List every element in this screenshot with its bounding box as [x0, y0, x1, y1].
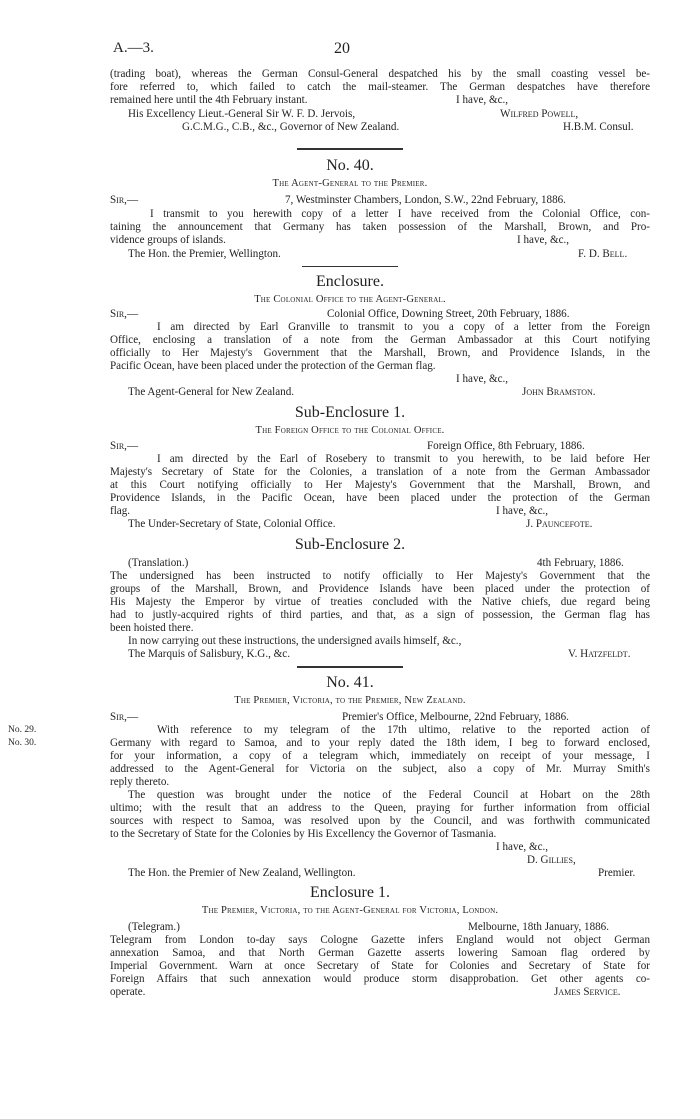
body-line: Providence Islands, in the Pacific Ocean, have been placed under the protection of the German: [110, 492, 650, 504]
body-line: I am directed by the Earl of Rosebery to transmit to you herewith, to be laid before Her: [157, 453, 650, 465]
body-line: operate.: [110, 986, 146, 998]
signature: D. Gillies,: [527, 854, 576, 866]
body-line: Telegram from London to-day says Cologne Gazette infers England would not object German: [110, 934, 650, 946]
body-line: at this Court notifying officially to Her Majesty's Government that the Marshall, Brown, and: [110, 479, 650, 491]
enclosure-title: Enclosure 1.: [310, 884, 390, 901]
date: Melbourne, 18th January, 1886.: [468, 921, 610, 933]
body-line: been hoisted there.: [110, 622, 194, 634]
section-rule: [297, 666, 403, 668]
enclosure-subtitle: The Colonial Office to the Agent-General.: [254, 294, 446, 305]
body-line: to the Secretary of State for the Colonies by His Excellency the Governor of Tasmania.: [110, 828, 497, 840]
body-line: Germany with regard to Samoa, and to your reply dated the 18th idem, I beg to forward enclosed,: [110, 737, 650, 749]
date: 4th February, 1886.: [537, 557, 624, 569]
body-line: Office, enclosing a translation of a note from the German Ambassador at this Court notifying: [110, 334, 650, 346]
body-line: Foreign Affairs that such annexation would produce storm disapprobation. Get other agents co-: [110, 973, 650, 985]
body-line: had to justly-acquired rights of third parties, and that, as a sign of possession, the German flag has: [110, 609, 650, 621]
signature: J. Pauncefote.: [526, 518, 593, 530]
addressee: His Excellency Lieut.-General Sir W. F. D. Jervois,: [128, 108, 356, 120]
address: Colonial Office, Downing Street, 20th February, 1886.: [327, 308, 570, 320]
closing: I have, &c.,: [517, 234, 570, 246]
body-line: addressed to the Agent-General for Victoria on the subject, also a copy of Mr. Murray Smith's: [110, 763, 650, 775]
document-title: No. 41.: [326, 674, 374, 691]
salutation: Sir,—: [110, 194, 139, 206]
body-line: fore referred to, which failed to catch the mail-steamer. The German despatches have therefore: [110, 81, 650, 93]
body-line: I transmit to you herewith copy of a letter I have received from the Colonial Office, con-: [150, 208, 650, 220]
signature: V. Hatzfeldt.: [568, 648, 631, 660]
address: Foreign Office, 8th February, 1886.: [427, 440, 585, 452]
sub-enclosure-title: Sub-Enclosure 2.: [294, 536, 406, 553]
salutation: Sir,—: [110, 308, 139, 320]
margin-reference: No. 29.: [8, 725, 37, 735]
sub-enclosure-title: Sub-Enclosure 1.: [294, 404, 406, 421]
body-line: The undersigned has been instructed to notify officially to Her Majesty's Government that the: [110, 570, 650, 582]
addressee: The Under-Secretary of State, Colonial Office.: [128, 518, 336, 530]
body-line: officially to Her Majesty's Government that the Marshall, Brown, and Providence Islands, in the: [110, 347, 650, 359]
salutation: Sir,—: [110, 440, 139, 452]
signature: Wilfred Powell,: [500, 108, 579, 120]
body-line: (trading boat), whereas the German Consul-General despatched his by the small coasting vessel be-: [110, 68, 650, 80]
body-line: Pacific Ocean, have been placed under the protection of the German flag.: [110, 360, 436, 372]
closing: I have, &c.,: [496, 841, 549, 853]
document-title: No. 40.: [326, 157, 374, 174]
body-line: With reference to my telegram of the 17th ultimo, relative to the reported action of: [157, 724, 650, 736]
addressee: The Agent-General for New Zealand.: [128, 386, 295, 398]
body-line: taining the announcement that Germany has taken possession of the Marshall, Brown, and Pro-: [110, 221, 650, 233]
body-line: for your information, a copy of a telegram which, immediately on receipt of your message, I: [110, 750, 650, 762]
translation-label: (Translation.): [128, 557, 189, 569]
telegram-label: (Telegram.): [128, 921, 180, 933]
salutation: Sir,—: [110, 711, 139, 723]
body-line: annexation Samoa, and that North German Gazette asserts lowering Samoan flag ordered by: [110, 947, 650, 959]
addressee: The Hon. the Premier of New Zealand, Wellington.: [128, 867, 356, 879]
body-line: I am directed by Earl Granville to transmit to you a copy of a letter from the Foreign: [157, 321, 650, 333]
addressee: The Hon. the Premier, Wellington.: [128, 248, 281, 260]
section-rule: [302, 266, 398, 267]
closing: I have, &c.,: [456, 373, 509, 385]
body-line: remained here until the 4th February instant.: [110, 94, 308, 106]
body-line: Majesty's Secretary of State for the Colonies, a translation of a note from the German Ambassador: [110, 466, 650, 478]
body-line: sources with respect to Samoa, was resolved upon by the Council, and was forthwith communicated: [110, 815, 650, 827]
body-line: reply thereto.: [110, 776, 170, 788]
address: Premier's Office, Melbourne, 22nd February, 1886.: [342, 711, 569, 723]
enclosure-title: Enclosure.: [316, 273, 384, 290]
body-line: Imperial Government. Warn at once Secretary of State for Colonies and Secretary of State for: [110, 960, 650, 972]
margin-reference: No. 30.: [8, 738, 37, 748]
signature-title: H.B.M. Consul.: [563, 121, 634, 133]
body-line: In now carrying out these instructions, the undersigned avails himself, &c.,: [128, 635, 462, 647]
signature: James Service.: [554, 986, 621, 998]
closing: I have, &c.,: [456, 94, 509, 106]
signature-title: Premier.: [598, 867, 636, 879]
page-reference: A.—3.: [113, 40, 154, 56]
body-line: groups of the Marshall, Brown, and Providence Islands have been placed under the protection of: [110, 583, 650, 595]
page-number: 20: [334, 40, 350, 57]
body-line: vidence groups of islands.: [110, 234, 226, 246]
sub-enclosure-subtitle: The Foreign Office to the Colonial Office.: [255, 425, 445, 436]
body-line: The question was brought under the notice of the Federal Council at Hobart on the 28th: [128, 789, 650, 801]
body-line: His Majesty the Emperor by virtue of treaties concluded with the Native chiefs, due regard being: [110, 596, 650, 608]
signature: F. D. Bell.: [578, 248, 628, 260]
closing: I have, &c.,: [496, 505, 549, 517]
section-rule: [297, 148, 403, 150]
addressee: G.C.M.G., C.B., &c., Governor of New Zealand.: [182, 121, 400, 133]
document-subtitle: The Premier, Victoria, to the Premier, New Zealand.: [234, 695, 466, 706]
document-subtitle: The Agent-General to the Premier.: [272, 178, 428, 189]
body-line: flag.: [110, 505, 131, 517]
addressee: The Marquis of Salisbury, K.G., &c.: [128, 648, 290, 660]
body-line: ultimo; with the result that an address to the Queen, praying for further information from official: [110, 802, 650, 814]
enclosure-subtitle: The Premier, Victoria, to the Agent-General for Victoria, London.: [201, 905, 499, 916]
signature: John Bramston.: [522, 386, 596, 398]
address: 7, Westminster Chambers, London, S.W., 22nd February, 1886.: [285, 194, 566, 206]
